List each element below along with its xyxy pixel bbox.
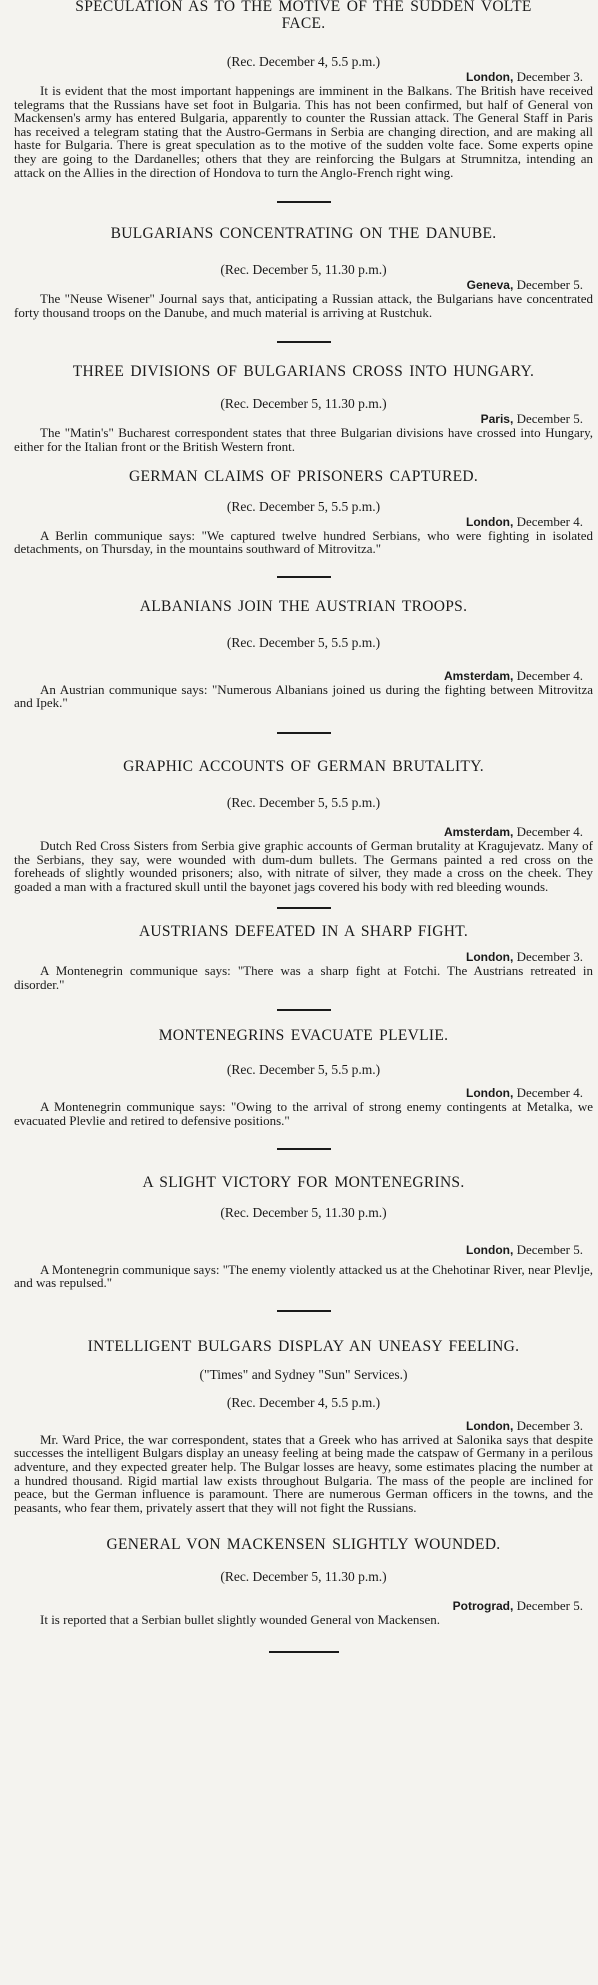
article-body: It is reported that a Serbian bullet slightly wounded General von Mackensen. [40, 1612, 441, 1628]
article-body: Dutch Red Cross Sisters from Serbia give graphic accounts of German brutality at Kragujevatz. Many of the Serbians, they say, were wounded with dum-dum bullets. The Germans painted a red cross on the foreheads of slightly wounded prisoners; also, with nitrate of silver, they made a cross on the cheek. They goaded a man with a fractured skull until the bayonet jags covered his body with red bleeding wounds. [14, 837, 593, 894]
headline: SPECULATION AS TO THE MOTIVE OF THE SUDDEN VOLTE FACE. [75, 0, 532, 32]
dateline-date: December 5. [516, 1241, 583, 1257]
article [14, 758, 593, 893]
dateline-date: December 4. [516, 823, 583, 839]
headline: INTELLIGENT BULGARS DISPLAY AN UNEASY FEELING. [87, 1337, 520, 1355]
dateline-city: Amsterdam, [443, 668, 514, 683]
dateline-city: Geneva, [466, 278, 514, 293]
headline: BULGARIANS CONCENTRATING ON THE DANUBE. [110, 225, 497, 243]
dateline-city: Amsterdam, [443, 824, 514, 839]
dateline-date: December 3. [516, 69, 583, 84]
article-body: A Montenegrin communique says: "There was a sharp fight at Fotchi. The Austrians retreated in disorder." [14, 963, 593, 992]
article-body: The "Matin's" Bucharest correspondent states that three Bulgarian divisions have crossed into Hungary, either for the Italian front or the British Western front. [14, 425, 593, 454]
article [14, 1536, 593, 1627]
dateline-city: London, [466, 1242, 514, 1257]
dateline-date: December 3. [516, 1417, 583, 1433]
received-time: (Rec. December 5, 5.5 p.m.) [226, 1062, 381, 1078]
headline: ALBANIANS JOIN THE AUSTRIAN TROOPS. [139, 597, 468, 615]
article-body: Mr. Ward Price, the war correspondent, states that a Greek who has arrived at Salonika says that despite successes the intelligent Bulgars display an uneasy feeling at being made the catspaw of Germany in a perilous adventure, and they expected greater help. The Bulgar losses are heavy, some estimates placing the number at a hundred thousand. Rigid martial law exists throughout Bulgaria. The mass of the people are inclined for peace, but the German influence is paramount. There are numerous German officers in the towns, and the peasants, who fear them, privately assert that they will not fight the Russians. [14, 1431, 593, 1515]
article-body: A Montenegrin communique says: "The enemy violently attacked us at the Chehotinar River, near Plevlje, and was repulsed." [14, 1261, 593, 1291]
article [14, 923, 593, 991]
article [14, 363, 593, 453]
article-body: An Austrian communique says: "Numerous Albanians joined us during the fighting between Mitrovitza and Ipek." [14, 681, 593, 711]
headline: GERMAN CLAIMS OF PRISONERS CAPTURED. [128, 467, 479, 485]
section-divider [277, 1148, 331, 1150]
dateline [14, 515, 583, 529]
dateline-city: London, [466, 514, 514, 529]
dateline-date: December 5. [516, 277, 583, 293]
received-time: (Rec. December 5, 5.5 p.m.) [226, 634, 381, 650]
headline: THREE DIVISIONS OF BULGARIANS CROSS INTO HUNGARY. [72, 363, 535, 381]
section-divider [277, 732, 331, 734]
dateline-city: London, [466, 1086, 514, 1101]
article [14, 1027, 593, 1127]
article [14, 0, 593, 179]
headline: AUSTRIANS DEFEATED IN A SHARP FIGHT. [138, 923, 469, 941]
article-body: The "Neuse Wisener" Journal says that, anticipating a Russian attack, the Bulgarians have concentrated forty thousand troops on the Danube, and much material is arriving at Rustchuk. [14, 291, 593, 320]
dateline-city: London, [466, 950, 514, 965]
dateline [14, 1086, 583, 1100]
received-time: (Rec. December 5, 5.5 p.m.) [226, 498, 381, 514]
dateline-date: December 5. [516, 411, 583, 427]
section-divider [277, 576, 331, 578]
article-body: It is evident that the most important happenings are imminent in the Balkans. The British have received telegrams that the Russians have set foot in Bulgaria. This has not been confirmed, but half of General von Mackensen's army has entered Bulgaria, apparently to counter the Russian attack. The General Staff in Paris has received a telegram stating that the Austro-Germans in Serbia are changing direction, and are making all haste for Bulgaria. There is great speculation as to the motive of the sudden volte face. Some experts opine they are going to the Dardanelles; others that they are reinforcing the Bulgars at Strumnitza, intending an attack on the Allies in the direction of Hondova to turn the Anglo-French right wing. [14, 83, 593, 180]
headline: A SLIGHT VICTORY FOR MONTENEGRINS. [142, 1173, 465, 1191]
dateline-date: December 4. [516, 513, 583, 529]
dateline [14, 412, 583, 426]
section-divider [277, 1310, 331, 1312]
news-service: ("Times" and Sydney "Sun" Services.) [199, 1366, 408, 1382]
article-body: A Berlin communique says: "We captured twelve hundred Serbians, who were fighting in isolated detachments, on Thursday, in the mountains southward of Mitrovitza." [14, 527, 593, 557]
dateline-date: December 4. [516, 667, 583, 683]
section-divider [277, 1009, 331, 1011]
section-divider [277, 201, 331, 203]
received-time: (Rec. December 5, 11.30 p.m.) [220, 1569, 387, 1585]
headline: GRAPHIC ACCOUNTS OF GERMAN BRUTALITY. [123, 757, 484, 775]
section-divider [269, 1651, 339, 1653]
section-divider [277, 907, 331, 909]
article [14, 1174, 593, 1290]
dateline [14, 669, 583, 683]
dateline-date: December 4. [516, 1085, 583, 1101]
section-divider [277, 341, 331, 343]
dateline-city: London, [466, 70, 514, 84]
dateline-date: December 5. [516, 1598, 583, 1614]
dateline [14, 1243, 583, 1257]
received-time: (Rec. December 4, 5.5 p.m.) [226, 1394, 381, 1410]
dateline-date: December 3. [516, 949, 583, 965]
dateline [14, 278, 583, 292]
headline: MONTENEGRINS EVACUATE PLEVLIE. [158, 1027, 449, 1045]
received-time: (Rec. December 5, 11.30 p.m.) [220, 262, 387, 278]
dateline-city: London, [466, 1418, 514, 1433]
received-time: (Rec. December 5, 5.5 p.m.) [226, 794, 381, 810]
article [14, 468, 593, 556]
dateline [14, 1419, 583, 1433]
dateline-city: Paris, [480, 412, 514, 427]
dateline-city: Potrograd, [452, 1599, 514, 1614]
article-body: A Montenegrin communique says: "Owing to the arrival of strong enemy contingents at Metalka, we evacuated Plevlie and retired to defensive positions." [14, 1099, 593, 1129]
received-time: (Rec. December 5, 11.30 p.m.) [220, 396, 387, 412]
article [14, 225, 593, 319]
dateline [14, 70, 583, 84]
dateline [14, 950, 583, 964]
dateline [14, 825, 583, 839]
article [14, 1338, 593, 1515]
headline: GENERAL VON MACKENSEN SLIGHTLY WOUNDED. [106, 1536, 501, 1554]
article [14, 598, 593, 710]
dateline [14, 1599, 583, 1613]
received-time: (Rec. December 4, 5.5 p.m.) [226, 54, 381, 69]
received-time: (Rec. December 5, 11.30 p.m.) [220, 1204, 387, 1220]
